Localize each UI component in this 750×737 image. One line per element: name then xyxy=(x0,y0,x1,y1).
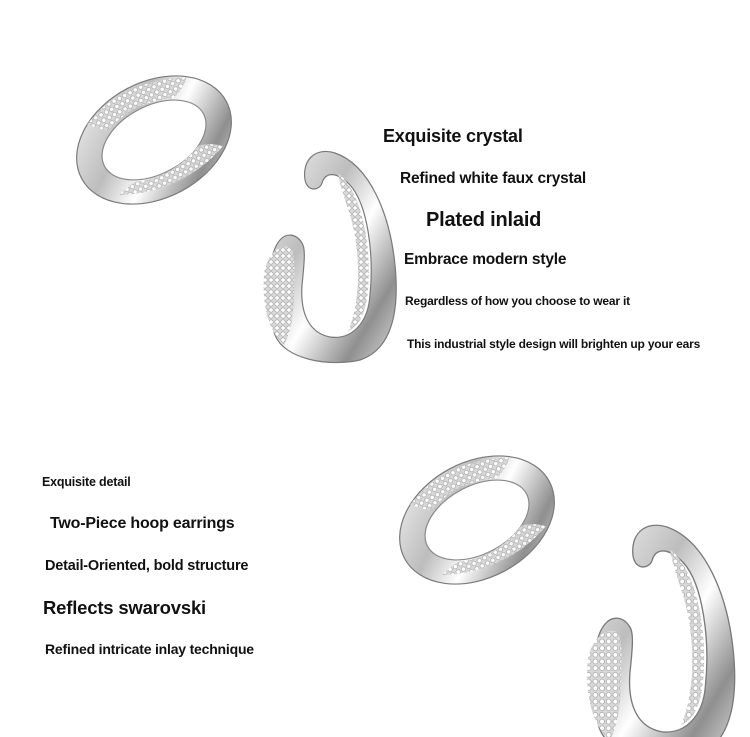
headline-exquisite-crystal: Exquisite crystal xyxy=(383,126,523,146)
text-refined-white-faux-crystal: Refined white faux crystal xyxy=(400,170,587,187)
text-refined-intricate-inlay: Refined intricate inlay technique xyxy=(45,641,254,657)
text-two-piece-hoop-earrings: Two-Piece hoop earrings xyxy=(50,515,235,532)
headline-reflects-swarovski: Reflects swarovski xyxy=(43,597,206,618)
text-industrial-style-design: This industrial style design will brighten up your ears xyxy=(407,337,701,351)
headline-plated-inlaid: Plated inlaid xyxy=(426,209,542,231)
open-curved-earring-image xyxy=(250,145,410,367)
oval-hoop-earring-image-2 xyxy=(385,440,570,600)
oval-hoop-earring-image xyxy=(62,60,247,220)
text-regardless-how-wear: Regardless of how you choose to wear it xyxy=(405,294,630,308)
text-embrace-modern-style: Embrace modern style xyxy=(404,251,567,268)
open-curved-earring-image-2 xyxy=(572,518,750,737)
headline-exquisite-detail: Exquisite detail xyxy=(42,475,131,489)
text-detail-oriented-structure: Detail-Oriented, bold structure xyxy=(45,558,249,574)
